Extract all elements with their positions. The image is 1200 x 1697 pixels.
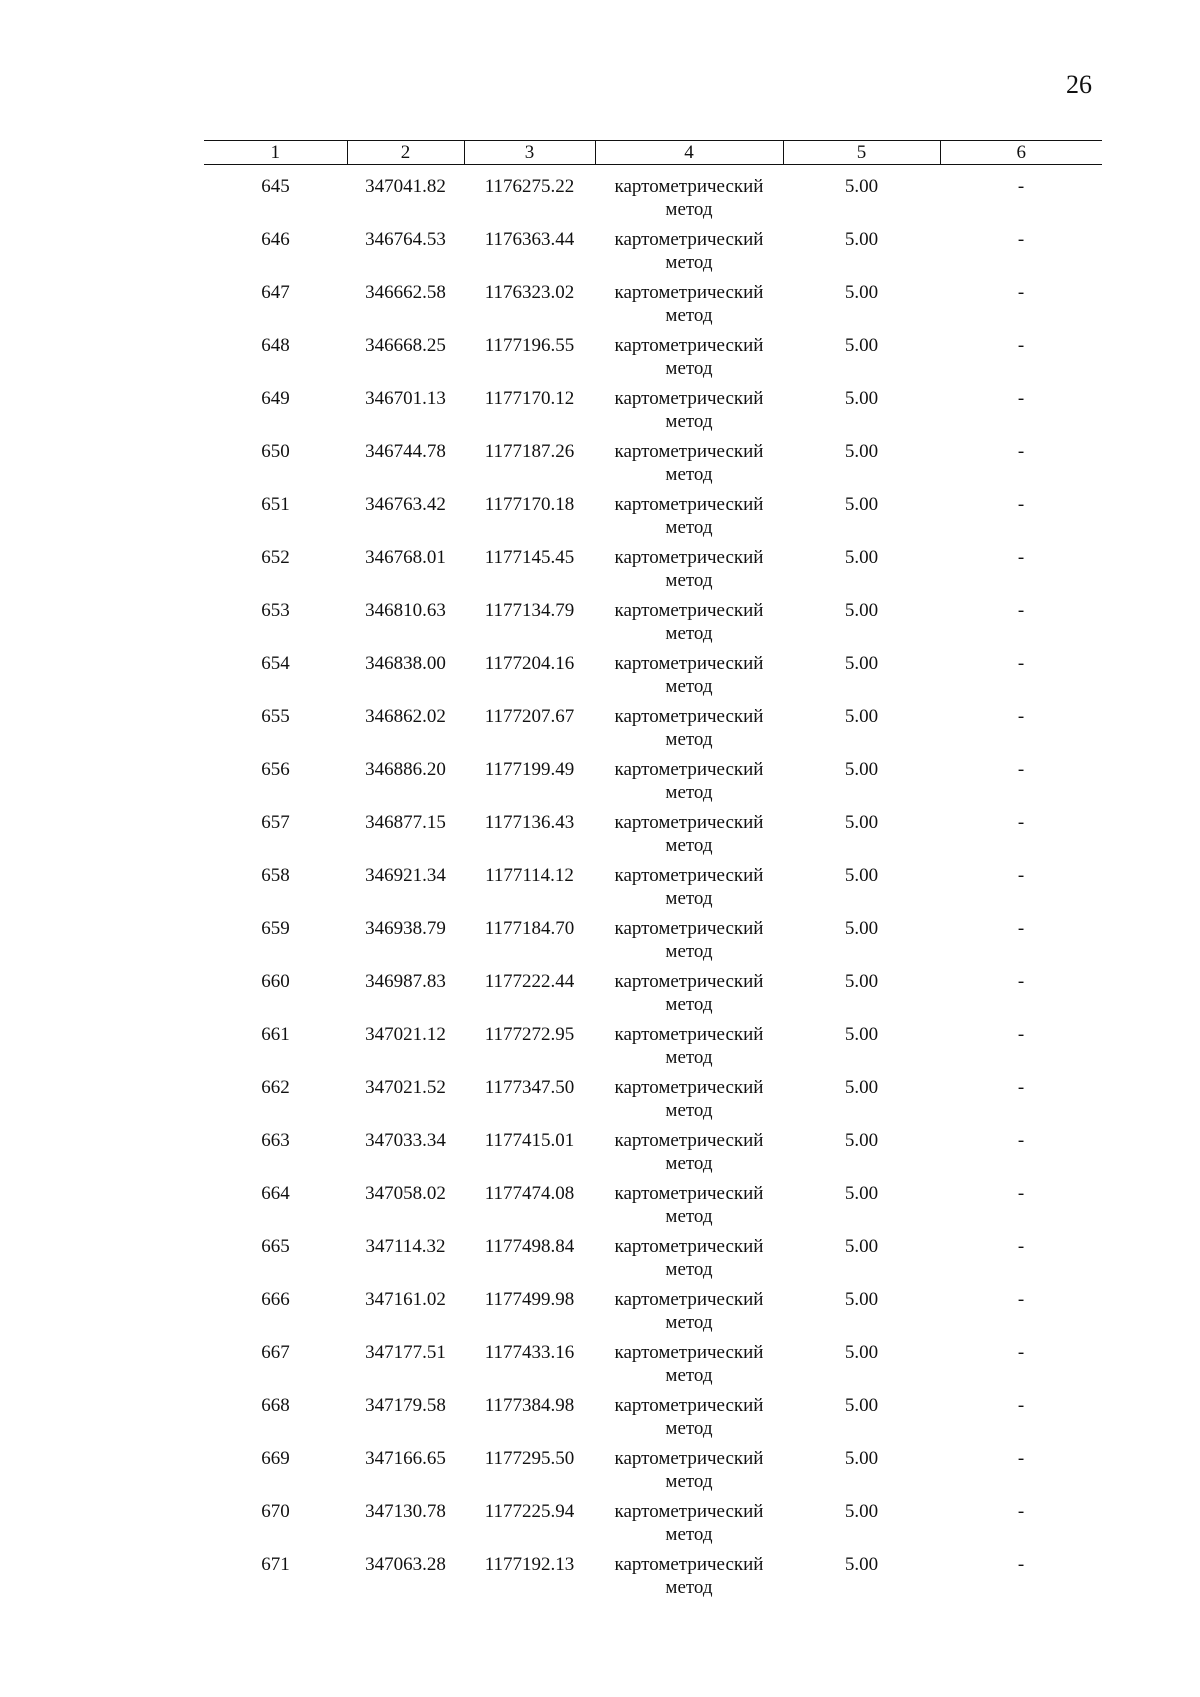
note-cell: -	[1017, 1130, 1025, 1151]
x-coordinate-cell: 347021.12	[365, 1024, 446, 1045]
x-coordinate-cell: 346763.42	[365, 494, 446, 515]
y-coordinate-cell: 1177295.50	[484, 1448, 575, 1469]
y-coordinate-cell: 1177170.18	[484, 494, 575, 515]
accuracy-cell: 5.00	[844, 918, 879, 939]
accuracy-cell: 5.00	[844, 282, 879, 303]
method-cell	[595, 652, 783, 705]
y-coordinate-cell: 1177222.44	[484, 971, 575, 992]
y-coordinate-cell: 1177272.95	[484, 1024, 575, 1045]
x-coordinate-cell: 346768.01	[365, 547, 446, 568]
table-row	[204, 228, 1102, 281]
note-cell: -	[1017, 1236, 1025, 1257]
table-row	[204, 599, 1102, 652]
x-coordinate-cell: 347177.51	[365, 1342, 446, 1363]
point-number-cell: 669	[261, 1448, 290, 1469]
method-line-2: метод	[665, 1312, 713, 1333]
x-coordinate-cell: 346987.83	[365, 971, 446, 992]
point-number-cell: 663	[261, 1130, 290, 1151]
header-col-3: 3	[464, 141, 595, 165]
point-number-cell: 656	[261, 759, 290, 780]
point-number-cell: 658	[261, 865, 290, 886]
method-line-1: картометрический	[614, 1183, 764, 1204]
y-coordinate-cell: 1177196.55	[484, 335, 575, 356]
accuracy-cell: 5.00	[844, 865, 879, 886]
x-coordinate-cell: 346810.63	[365, 600, 446, 621]
point-number-cell: 652	[261, 547, 290, 568]
x-coordinate-cell: 347161.02	[365, 1289, 446, 1310]
table-row	[204, 1341, 1102, 1394]
method-line-2: метод	[665, 252, 713, 273]
table-row	[204, 1500, 1102, 1553]
method-line-2: метод	[665, 1524, 713, 1545]
header-col-5: 5	[783, 141, 940, 165]
method-line-1: картометрический	[614, 706, 764, 727]
y-coordinate-cell: 1176275.22	[484, 176, 575, 197]
method-line-1: картометрический	[614, 229, 764, 250]
coordinates-table	[204, 140, 1102, 1606]
table-body	[204, 165, 1102, 1607]
y-coordinate-cell: 1177114.12	[485, 865, 574, 886]
method-line-1: картометрический	[614, 388, 764, 409]
x-coordinate-cell: 347041.82	[365, 176, 446, 197]
table-row	[204, 334, 1102, 387]
header-col-6: 6	[940, 141, 1102, 165]
accuracy-cell: 5.00	[844, 759, 879, 780]
y-coordinate-cell: 1177498.84	[484, 1236, 575, 1257]
method-line-1: картометрический	[614, 600, 764, 621]
method-line-1: картометрический	[614, 812, 764, 833]
header-spacer	[204, 165, 1102, 176]
method-line-2: метод	[665, 199, 713, 220]
x-coordinate-cell: 346764.53	[365, 229, 446, 250]
note-cell: -	[1017, 1448, 1025, 1469]
table-row	[204, 175, 1102, 228]
x-coordinate-cell: 346668.25	[365, 335, 446, 356]
y-coordinate-cell: 1177207.67	[484, 706, 575, 727]
accuracy-cell: 5.00	[844, 494, 879, 515]
method-line-1: картометрический	[614, 1501, 764, 1522]
x-coordinate-cell: 347114.32	[365, 1236, 446, 1257]
method-line-1: картометрический	[614, 1342, 764, 1363]
accuracy-cell: 5.00	[844, 388, 879, 409]
point-number-cell: 671	[261, 1554, 290, 1575]
y-coordinate-cell: 1176323.02	[484, 282, 575, 303]
method-line-1: картометрический	[614, 1236, 764, 1257]
method-cell	[595, 228, 783, 281]
method-line-1: картометрический	[614, 547, 764, 568]
x-coordinate-cell: 346938.79	[365, 918, 446, 939]
accuracy-cell: 5.00	[844, 971, 879, 992]
method-line-2: метод	[665, 941, 713, 962]
note-cell: -	[1017, 1183, 1025, 1204]
note-cell: -	[1017, 547, 1025, 568]
method-cell	[595, 599, 783, 652]
note-cell: -	[1017, 1024, 1025, 1045]
accuracy-cell: 5.00	[844, 1024, 879, 1045]
page-number: 26	[1066, 70, 1092, 99]
method-cell	[595, 546, 783, 599]
method-line-1: картометрический	[614, 1130, 764, 1151]
note-cell: -	[1017, 759, 1025, 780]
note-cell: -	[1017, 812, 1025, 833]
method-line-2: метод	[665, 782, 713, 803]
x-coordinate-cell: 346921.34	[365, 865, 446, 886]
accuracy-cell: 5.00	[844, 547, 879, 568]
accuracy-cell: 5.00	[844, 812, 879, 833]
note-cell: -	[1017, 494, 1025, 515]
x-coordinate-cell: 347063.28	[365, 1554, 446, 1575]
point-number-cell: 655	[261, 706, 290, 727]
table-row	[204, 705, 1102, 758]
table-row	[204, 387, 1102, 440]
point-number-cell: 661	[261, 1024, 290, 1045]
table-row	[204, 1023, 1102, 1076]
method-line-1: картометрический	[614, 282, 764, 303]
method-line-1: картометрический	[614, 1289, 764, 1310]
method-cell	[595, 758, 783, 811]
header-col-1: 1	[204, 141, 347, 165]
accuracy-cell: 5.00	[844, 1183, 879, 1204]
table-row	[204, 811, 1102, 864]
point-number-cell: 660	[261, 971, 290, 992]
y-coordinate-cell: 1177192.13	[484, 1554, 575, 1575]
table-row	[204, 864, 1102, 917]
method-cell	[595, 864, 783, 917]
method-line-2: метод	[665, 676, 713, 697]
method-line-1: картометрический	[614, 1448, 764, 1469]
y-coordinate-cell: 1177499.98	[484, 1289, 575, 1310]
method-line-2: метод	[665, 358, 713, 379]
accuracy-cell: 5.00	[844, 441, 879, 462]
accuracy-cell: 5.00	[844, 335, 879, 356]
y-coordinate-cell: 1177134.79	[484, 600, 575, 621]
note-cell: -	[1017, 282, 1025, 303]
method-cell	[595, 334, 783, 387]
method-cell	[595, 1235, 783, 1288]
note-cell: -	[1017, 865, 1025, 886]
accuracy-cell: 5.00	[844, 176, 879, 197]
method-line-2: метод	[665, 888, 713, 909]
table-row	[204, 493, 1102, 546]
method-cell	[595, 1500, 783, 1553]
accuracy-cell: 5.00	[844, 1077, 879, 1098]
note-cell: -	[1017, 1554, 1025, 1575]
accuracy-cell: 5.00	[844, 1501, 879, 1522]
point-number-cell: 645	[261, 176, 290, 197]
point-number-cell: 664	[261, 1183, 290, 1204]
y-coordinate-cell: 1177347.50	[484, 1077, 575, 1098]
table-row	[204, 1394, 1102, 1447]
method-line-1: картометрический	[614, 176, 764, 197]
method-cell	[595, 1447, 783, 1500]
table-row	[204, 1182, 1102, 1235]
x-coordinate-cell: 346886.20	[365, 759, 446, 780]
x-coordinate-cell: 346862.02	[365, 706, 446, 727]
point-number-cell: 651	[261, 494, 290, 515]
point-number-cell: 649	[261, 388, 290, 409]
note-cell: -	[1017, 441, 1025, 462]
method-cell	[595, 1182, 783, 1235]
note-cell: -	[1017, 600, 1025, 621]
accuracy-cell: 5.00	[844, 229, 879, 250]
y-coordinate-cell: 1177187.26	[484, 441, 575, 462]
point-number-cell: 665	[261, 1236, 290, 1257]
method-line-1: картометрический	[614, 494, 764, 515]
method-line-1: картометрический	[614, 1077, 764, 1098]
note-cell: -	[1017, 335, 1025, 356]
method-line-2: метод	[665, 835, 713, 856]
point-number-cell: 646	[261, 229, 290, 250]
table-row	[204, 652, 1102, 705]
method-line-2: метод	[665, 517, 713, 538]
note-cell: -	[1017, 918, 1025, 939]
method-line-2: метод	[665, 729, 713, 750]
point-number-cell: 650	[261, 441, 290, 462]
method-line-2: метод	[665, 1206, 713, 1227]
method-line-1: картометрический	[614, 1024, 764, 1045]
note-cell: -	[1017, 1342, 1025, 1363]
x-coordinate-cell: 346877.15	[365, 812, 446, 833]
point-number-cell: 657	[261, 812, 290, 833]
table-header	[204, 141, 1102, 165]
method-line-2: метод	[665, 464, 713, 485]
table-row	[204, 1553, 1102, 1606]
x-coordinate-cell: 346744.78	[365, 441, 446, 462]
accuracy-cell: 5.00	[844, 1289, 879, 1310]
table-row	[204, 546, 1102, 599]
method-line-1: картометрический	[614, 1554, 764, 1575]
x-coordinate-cell: 346662.58	[365, 282, 446, 303]
header-col-2: 2	[347, 141, 464, 165]
method-cell	[595, 1394, 783, 1447]
method-cell	[595, 1076, 783, 1129]
y-coordinate-cell: 1177384.98	[484, 1395, 575, 1416]
y-coordinate-cell: 1177415.01	[484, 1130, 575, 1151]
y-coordinate-cell: 1176363.44	[484, 229, 575, 250]
method-cell	[595, 1341, 783, 1394]
method-cell	[595, 917, 783, 970]
method-line-1: картометрический	[614, 759, 764, 780]
note-cell: -	[1017, 1077, 1025, 1098]
x-coordinate-cell: 346838.00	[365, 653, 446, 674]
note-cell: -	[1017, 653, 1025, 674]
point-number-cell: 659	[261, 918, 290, 939]
point-number-cell: 662	[261, 1077, 290, 1098]
method-line-2: метод	[665, 570, 713, 591]
method-cell	[595, 1553, 783, 1606]
y-coordinate-cell: 1177225.94	[484, 1501, 575, 1522]
note-cell: -	[1017, 1289, 1025, 1310]
accuracy-cell: 5.00	[844, 1448, 879, 1469]
table-row	[204, 917, 1102, 970]
note-cell: -	[1017, 971, 1025, 992]
note-cell: -	[1017, 1395, 1025, 1416]
method-line-2: метод	[665, 994, 713, 1015]
y-coordinate-cell: 1177474.08	[484, 1183, 575, 1204]
x-coordinate-cell: 347033.34	[365, 1130, 446, 1151]
y-coordinate-cell: 1177145.45	[484, 547, 575, 568]
table-row	[204, 1235, 1102, 1288]
table-row	[204, 1288, 1102, 1341]
accuracy-cell: 5.00	[844, 653, 879, 674]
accuracy-cell: 5.00	[844, 1554, 879, 1575]
method-line-2: метод	[665, 1100, 713, 1121]
method-line-1: картометрический	[614, 1395, 764, 1416]
y-coordinate-cell: 1177170.12	[484, 388, 575, 409]
note-cell: -	[1017, 176, 1025, 197]
point-number-cell: 648	[261, 335, 290, 356]
table-row	[204, 758, 1102, 811]
method-line-2: метод	[665, 305, 713, 326]
x-coordinate-cell: 347130.78	[365, 1501, 446, 1522]
method-line-2: метод	[665, 1047, 713, 1068]
note-cell: -	[1017, 706, 1025, 727]
accuracy-cell: 5.00	[844, 1342, 879, 1363]
method-line-2: метод	[665, 623, 713, 644]
table-row	[204, 1076, 1102, 1129]
table-row	[204, 1129, 1102, 1182]
note-cell: -	[1017, 388, 1025, 409]
note-cell: -	[1017, 1501, 1025, 1522]
point-number-cell: 670	[261, 1501, 290, 1522]
method-line-1: картометрический	[614, 918, 764, 939]
accuracy-cell: 5.00	[844, 600, 879, 621]
method-line-1: картометрический	[614, 865, 764, 886]
note-cell: -	[1017, 229, 1025, 250]
method-line-1: картометрический	[614, 971, 764, 992]
y-coordinate-cell: 1177199.49	[484, 759, 575, 780]
point-number-cell: 666	[261, 1289, 290, 1310]
x-coordinate-cell: 347021.52	[365, 1077, 446, 1098]
method-cell	[595, 1129, 783, 1182]
accuracy-cell: 5.00	[844, 1236, 879, 1257]
y-coordinate-cell: 1177204.16	[484, 653, 575, 674]
method-cell	[595, 387, 783, 440]
method-line-1: картометрический	[614, 441, 764, 462]
header-col-4: 4	[595, 141, 783, 165]
method-cell	[595, 1023, 783, 1076]
table-row	[204, 970, 1102, 1023]
method-line-2: метод	[665, 1259, 713, 1280]
accuracy-cell: 5.00	[844, 706, 879, 727]
method-line-2: метод	[665, 1577, 713, 1598]
method-cell	[595, 175, 783, 228]
y-coordinate-cell: 1177184.70	[484, 918, 575, 939]
table-row	[204, 1447, 1102, 1500]
method-cell	[595, 493, 783, 546]
accuracy-cell: 5.00	[844, 1395, 879, 1416]
point-number-cell: 653	[261, 600, 290, 621]
method-line-1: картометрический	[614, 653, 764, 674]
point-number-cell: 647	[261, 282, 290, 303]
point-number-cell: 667	[261, 1342, 290, 1363]
x-coordinate-cell: 347058.02	[365, 1183, 446, 1204]
table-row	[204, 281, 1102, 334]
method-line-2: метод	[665, 1418, 713, 1439]
x-coordinate-cell: 347179.58	[365, 1395, 446, 1416]
point-number-cell: 654	[261, 653, 290, 674]
point-number-cell: 668	[261, 1395, 290, 1416]
method-cell	[595, 970, 783, 1023]
method-cell	[595, 1288, 783, 1341]
method-line-2: метод	[665, 1471, 713, 1492]
method-line-1: картометрический	[614, 335, 764, 356]
y-coordinate-cell: 1177136.43	[484, 812, 575, 833]
x-coordinate-cell: 347166.65	[365, 1448, 446, 1469]
accuracy-cell: 5.00	[844, 1130, 879, 1151]
table-row	[204, 440, 1102, 493]
method-line-2: метод	[665, 411, 713, 432]
method-cell	[595, 705, 783, 758]
method-cell	[595, 440, 783, 493]
header-row	[204, 141, 1102, 165]
method-cell	[595, 811, 783, 864]
method-line-2: метод	[665, 1153, 713, 1174]
y-coordinate-cell: 1177433.16	[484, 1342, 575, 1363]
method-cell	[595, 281, 783, 334]
method-line-2: метод	[665, 1365, 713, 1386]
x-coordinate-cell: 346701.13	[365, 388, 446, 409]
